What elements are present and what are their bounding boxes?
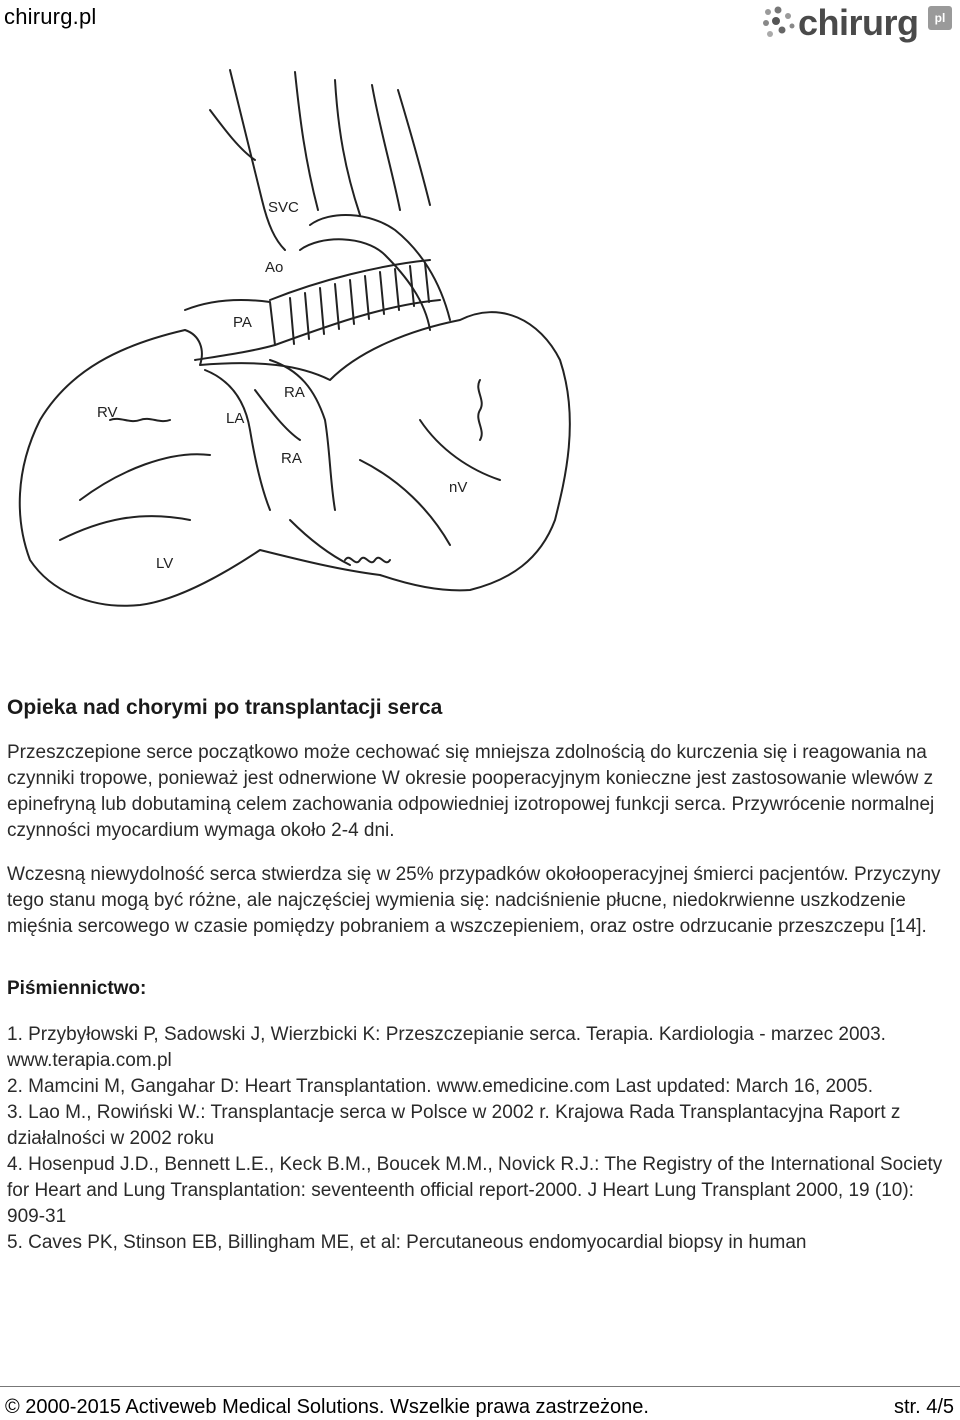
label-ra-lower: RA — [281, 450, 302, 467]
heart-transplant-illustration — [0, 60, 960, 620]
label-rv: RV — [97, 404, 118, 421]
reference-item: 5. Caves PK, Stinson EB, Billingham ME, et al: Percutaneous endomyocardial biopsy in human — [7, 1232, 807, 1253]
label-la: LA — [226, 410, 245, 427]
reference-item: 3. Lao M., Rowiński W.: Transplantacje serca w Polsce w 2002 r. Krajowa Rada Transplantacyjna Raport z działalności w 2002 roku — [7, 1102, 901, 1149]
article-paragraph-1: Przeszczepione serce początkowo może cechować się mniejsza zdolnością do kurczenia się i reagowania na czynniki tropowe, ponieważ jest odnerwione W okresie pooperacyjnym konieczne jest zastosowanie wlewów z epinefryną lub dobutaminą celem zachowania odpowiedniej izotropowej funkcji serca. Przywrócenie normalnej czynności myocardium wymaga około 2-4 dni. — [7, 742, 935, 841]
label-ra-upper: RA — [284, 384, 305, 401]
footer-copyright: © 2000-2015 Activeweb Medical Solutions. Wszelkie prawa zastrzeżone. — [5, 1396, 649, 1418]
site-name: chirurg.pl — [4, 4, 97, 29]
label-lv: LV — [156, 555, 174, 572]
logo-dots-icon — [762, 6, 798, 40]
label-svc: SVC — [268, 199, 299, 216]
page-number: str. 4/5 — [893, 1396, 954, 1418]
label-pa: PA — [233, 314, 252, 331]
reference-item: 2. Mamcini M, Gangahar D: Heart Transplantation. www.emedicine.com Last updated: March 16, 2005. — [7, 1076, 873, 1097]
article-title: Opieka nad chorymi po transplantacji serca — [7, 696, 443, 719]
article-content — [7, 696, 952, 1256]
references-list — [7, 1022, 952, 1256]
logo-badge: pl — [928, 6, 952, 30]
reference-item: 4. Hosenpud J.D., Bennett L.E., Keck B.M., Boucek M.M., Novick R.J.: The Registry of the International Society for Heart and Lung Transplantation: seventeenth official report-2000. J Heart Lung Transplant 2000, 19 (10): 909-31 — [7, 1154, 943, 1227]
label-nv: nV — [449, 479, 468, 496]
references-title: Piśmiennictwo: — [7, 978, 147, 999]
svc-vessel — [230, 70, 285, 250]
article-paragraph-2: Wczesną niewydolność serca stwierdza się w 25% przypadków okołooperacyjnej śmierci pacjentów. Przyczyny tego stanu mogą być różne, ale najczęściej wymienia się: nadciśnienie płucne, niedokrwienne uszkodzenie mięśnia sercowego w czasie pomiędzy pobraniem a wszczepieniem, oraz ostre odrzucanie przeszczepu [14]. — [7, 864, 941, 937]
chirurg-logo[interactable] — [762, 0, 952, 48]
logo-text: chirurg — [798, 2, 919, 43]
footer-divider — [0, 1386, 960, 1387]
label-ao: Ao — [265, 259, 284, 276]
reference-item: 1. Przybyłowski P, Sadowski J, Wierzbicki K: Przeszczepianie serca. Terapia. Kardiologia - marzec 2003. www.terapia.com.pl — [7, 1024, 886, 1071]
pulmonary-artery — [185, 300, 275, 360]
